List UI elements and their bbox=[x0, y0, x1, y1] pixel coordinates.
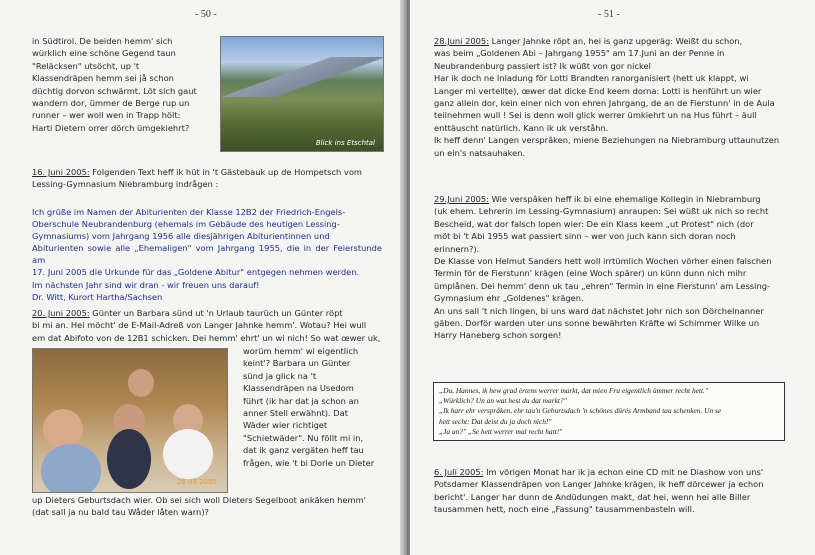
june20-entry bbox=[32, 307, 384, 344]
text-line: Gymnasiums) vom Jahrgang 1956 alle diesjährigen Abiturientinnen und bbox=[32, 231, 330, 242]
page-number-right: - 51 - bbox=[598, 9, 620, 20]
text-line: worüm hemm' wi eigentlich bbox=[243, 346, 359, 356]
text-line: up Dieters Geburtsdach wier. Ob sei sich woll Dieters Segelboot ankäken hemm' bbox=[32, 495, 366, 505]
text-line: (uk ehem. Lehrerin im Lessing-Gymnasium) anraupen: Sei wüßt uk nich so recht bbox=[434, 206, 769, 217]
text-line: was beim „Goldenen Abi – Jahrgang 1955" am 17.Juni an der Penne in bbox=[434, 48, 725, 59]
text-line: Termin för de Fierstunn' krägen (eine Woch spärer) un künn dunn nich mihr bbox=[434, 268, 747, 279]
text-line: anner Stell erwähnt). Dat bbox=[243, 408, 349, 419]
text-line: führt (ik har dat ja schon an bbox=[243, 395, 359, 406]
text-line: Abiturienten sowie alle „Ehemaligen" vom Jahrgang 1955, die in der Feierstunde am bbox=[32, 243, 382, 266]
text-line: Bescheid, wat dor falsch lopen wier: De ein Klass keem „ut Protest" nich (dor bbox=[434, 218, 754, 229]
person-shape bbox=[41, 444, 101, 493]
page-number-left: - 50 - bbox=[195, 9, 217, 20]
text-line: teilnehmen wull ! Sei is denn woll glick werrer ümkiehrt un na Hus führt – äull bbox=[434, 110, 757, 121]
text-line: enttäuscht natürlich. Kann ik uk verståhn. bbox=[434, 122, 609, 133]
text-line: keint'? Barbara un Günter bbox=[243, 358, 351, 369]
text-line: wandern dor, ümmer de Berge rup un bbox=[32, 98, 190, 109]
signature-line: Dr. Witt, Kurort Hartha/Sachsen bbox=[32, 291, 163, 302]
joke-box bbox=[433, 382, 785, 441]
text-line: Potsdamer Klassendräpen von Langer Jahnke krägen, ik heff dörcewer ja echon bbox=[434, 479, 764, 490]
date-stamp: 26 09 2005 bbox=[176, 478, 217, 486]
text-line: würklich eine schöne Gegend taun bbox=[32, 48, 176, 59]
text-line: 17. Juni 2005 die Urkunde für das „Goldene Abitur" entgegen nehmen werden. bbox=[32, 267, 360, 278]
text-line: Neubrandenburg passiert ist? Ik wüßt von gor nickel bbox=[434, 60, 651, 71]
photo-caption: Blick ins Etschtal bbox=[315, 139, 375, 147]
person-shape bbox=[163, 429, 213, 479]
text-line: Ik heff denn' Langen versprâken, miene Beziehungen na Niebramburg uttaunutzen bbox=[434, 135, 780, 146]
text-line: Har ik doch ne Inladung för Lotti Brandten ranorganisiert (hett uk klappt, wi bbox=[434, 73, 749, 84]
person-shape bbox=[107, 429, 151, 489]
quote-line: „Ik harr ehr verspråken, ehr tau'n Geburtsdach 'n schönes dürés Armband tau schenken. Un se bbox=[439, 406, 722, 416]
south-tyrol-photo bbox=[220, 36, 384, 152]
text-line: Langer mi vertellte), œwer dat dicke End keem dorna: Lotti is henführt un wier bbox=[434, 85, 762, 96]
text-line: Wie verspâken heff ik bi eine ehemalige Kollegin in Niebramburg bbox=[491, 194, 761, 204]
quote-line: „Du, Hannes, ik hew grad èrtens werrer markt, dat mien Fru eigentlich ümmer recht hett." bbox=[439, 386, 708, 395]
text-line: Harry Haneberg schon sorgen! bbox=[434, 330, 562, 341]
text-line: tausammen hett, noch eine „Fassung" tausammenbasteln will. bbox=[434, 504, 695, 515]
text-line: bi mi an. Hei möcht' de E-Mail-Adreß von Langer Jahnke hemm'. Wotau? Hei wull bbox=[32, 320, 367, 331]
text-line: Klassendräpen hemm sei jå schon bbox=[32, 73, 174, 84]
text-line: bericht'. Langer har dunn de Andüdungen makt, dat hei, wenn hei alle Biller bbox=[434, 491, 751, 502]
text-line: An uns sall 't nich lingen, bi uns ward dat nächstet Johr nich son Dörchelnanner bbox=[434, 305, 764, 316]
intro-paragraph bbox=[32, 35, 218, 134]
text-line: Günter un Barbara sünd ut 'n Urlaub taurüch un Günter röpt bbox=[92, 308, 343, 318]
june20-end-text bbox=[32, 494, 392, 519]
text-line: Harti Dietern orrer dörch ümgekiehrt? bbox=[32, 122, 190, 133]
july6-entry bbox=[434, 466, 789, 516]
june28-entry bbox=[434, 35, 789, 159]
guestbook-text bbox=[32, 206, 382, 303]
june29-entry bbox=[434, 193, 789, 342]
text-line: em dat Abifoto von de 12B1 schicken. Dei hemm' ehrt' un wi nich! So wat œwer uk, bbox=[32, 332, 381, 343]
text-line: in Südtirol. De beiden hemm' sich bbox=[32, 36, 173, 46]
quote-line: „Würklich? Un an wat hest du dat markt?" bbox=[439, 396, 567, 406]
text-line: gäben. Dorför warden uter uns sonne bewährten Kräfte wi Schimmer Wilke un bbox=[434, 318, 760, 329]
quote-line: hett secht: Dat deist du ja doch nich!" bbox=[439, 416, 552, 426]
mountain-shape bbox=[221, 57, 383, 97]
text-line: Oberschule Neubrandenburg (ehemals im Gebäude des heutigen Lessing- bbox=[32, 219, 340, 230]
text-line: runner – wer woll wen in Trapp hölt: bbox=[32, 110, 181, 121]
text-line: frågen, wie 't bi Dorle un Dieter bbox=[243, 457, 375, 468]
entry-date: 28.Juni 2005: bbox=[434, 36, 490, 46]
left-page bbox=[0, 0, 406, 555]
text-line: Langer Jahnke röpt an, hei is ganz upgeräg: Weißt du schon, bbox=[491, 36, 743, 46]
text-line: Lessing-Gymnasium Niebramburg indrågen : bbox=[32, 179, 219, 190]
june20-side-text bbox=[243, 345, 393, 469]
text-line: Folgenden Text heff ik hüt in 't Gästebauk up de Hompetsch vom bbox=[92, 167, 362, 177]
text-line: ganz allein dor, kein einer nich von ehren Jahrgang, de an de Fierstunn' in de Aula bbox=[434, 98, 775, 109]
person-shape bbox=[128, 369, 154, 397]
entry-date: 20. Juni 2005: bbox=[32, 308, 90, 318]
text-line: Klassendräpen na Usedom bbox=[243, 383, 354, 394]
text-line: erinnern?). bbox=[434, 243, 480, 254]
text-line: un ein's natsauhaken. bbox=[434, 147, 526, 158]
quote-line: „Ja un?" „Se hett werrer mal recht hatt!" bbox=[439, 426, 563, 436]
text-line: Gymnasium ehr „Goldenes" krägen. bbox=[434, 293, 584, 304]
entry-date: 29.Juni 2005: bbox=[434, 194, 490, 204]
entry-date: 16. Juni 2005: bbox=[32, 167, 90, 177]
text-line: dat ik ganz vergäten heff tau bbox=[243, 445, 364, 456]
text-line: möt bi 't Abi 1955 wat passiert sinn – wer von juch kann sich doran noch bbox=[434, 231, 736, 242]
text-line: sünd ja glick na 't bbox=[243, 370, 317, 381]
text-line: "Reläcksen" utsöcht, up 't bbox=[32, 60, 140, 71]
text-line: Wäder wier richtiget bbox=[243, 420, 328, 431]
text-line: Im nächsten Jahr sind wir dran - wir freuen uns darauf! bbox=[32, 279, 260, 290]
text-line: Im vörigen Monat har ik ja echon eine CD mit ne Diashow von uns' bbox=[486, 467, 764, 477]
entry-date: 6. Juli 2005: bbox=[434, 467, 484, 477]
text-line: düchtig dorvon schwärmt. Löt sich gaut bbox=[32, 85, 197, 96]
group-photo bbox=[32, 348, 228, 493]
text-line: (dat sall ja nu bald tau Wåder låten warn)? bbox=[32, 507, 209, 518]
june16-entry bbox=[32, 166, 384, 191]
text-line: ümplånen. Dei hemm' denn uk tau „ehren" Termin in eine Fierstunn' am Lessing- bbox=[434, 280, 770, 291]
text-line: Ich grüße im Namen der Abiturienten der Klasse 12B2 der Friedrich-Engels- bbox=[32, 207, 346, 217]
person-shape bbox=[43, 409, 83, 449]
text-line: "Schietwäder". Nu föllt mi in, bbox=[243, 432, 364, 443]
text-line: De Klasse von Helmut Sanders hett woll irrtümlich Wochen vörher einen falschen bbox=[434, 256, 772, 267]
